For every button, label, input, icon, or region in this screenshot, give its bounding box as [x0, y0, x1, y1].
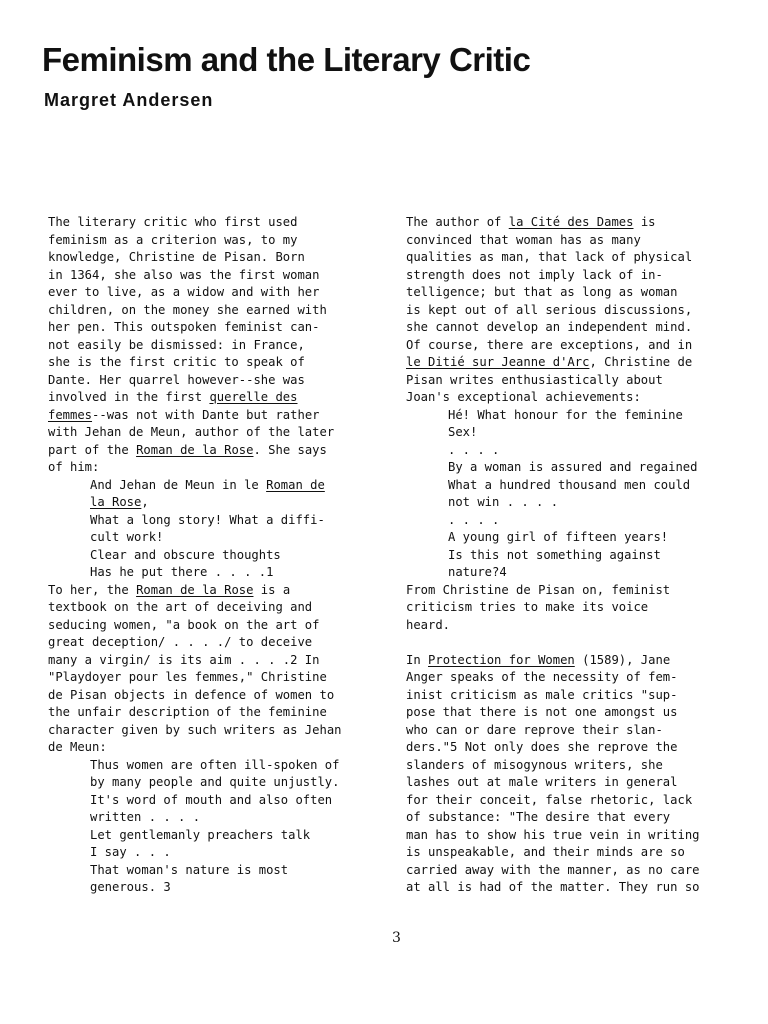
text-line: many a virgin/ is its aim . . . .2 In — [48, 652, 320, 667]
text-line: To her, the Roman de la Rose is a — [48, 582, 291, 597]
text-line: convinced that woman has as many — [406, 232, 641, 247]
text-line: of substance: "The desire that every — [406, 810, 671, 824]
text-line: criticism tries to make its voice — [406, 600, 649, 614]
text-line: at all is had of the matter. They run so — [406, 880, 700, 894]
right-column — [406, 214, 741, 897]
text-line: is kept out of all serious discussions, — [406, 302, 693, 317]
text-line: man has to show his true vein in writing — [406, 827, 700, 842]
text-line: strength does not imply lack of in- — [406, 267, 663, 282]
verse-line: What a hundred thousand men could — [448, 477, 691, 492]
verse-line: cult work! — [90, 530, 164, 544]
text-line: textbook on the art of deceiving and — [48, 600, 313, 614]
text-line: telligence; but that as long as woman — [406, 285, 678, 299]
text-line: with Jehan de Meun, author of the later — [48, 425, 335, 439]
verse-line: It's word of mouth and also often — [90, 792, 333, 807]
work-title: Roman de la Rose — [136, 582, 254, 597]
paragraph-gap — [406, 634, 741, 652]
text-line: she cannot develop an independent mind. — [406, 320, 693, 334]
work-title: la Cité des Dames — [508, 215, 634, 229]
text-line: inist criticism as male critics "sup- — [406, 687, 678, 702]
verse-line: Has he put there . . . .1 — [90, 565, 274, 579]
text-line: ever to live, as a widow and with her — [48, 285, 320, 299]
text-line: involved in the first querelle des — [48, 390, 298, 404]
verse-line: That woman's nature is most — [90, 862, 289, 877]
text-line: who can or dare reprove their slan- — [406, 722, 663, 737]
verse-line: And Jehan de Meun in le Roman de — [90, 477, 325, 492]
verse-line: la Rose, — [90, 495, 149, 509]
verse-line: Hé! What honour for the feminine — [448, 407, 683, 422]
verse-line: . . . . — [448, 442, 500, 457]
text-line: de Pisan objects in defence of women to — [48, 687, 335, 702]
text-line: pose that there is not one amongst us — [406, 705, 678, 719]
verse-line: Let gentlemanly preachers talk — [90, 827, 311, 842]
left-column — [48, 214, 378, 897]
work-title: le Ditié sur Jeanne d'Arc — [406, 355, 590, 369]
work-title: Roman de la Rose — [136, 442, 254, 457]
verse-line: not win . . . . — [448, 495, 559, 509]
text-line: great deception/ . . . ./ to deceive — [48, 635, 313, 649]
work-title: Protection for Women — [428, 652, 575, 667]
verse-line: A young girl of fifteen years! — [448, 530, 669, 544]
text-line: Dante. Her quarrel however--she was — [48, 372, 305, 387]
text-line: is unspeakable, and their minds are so — [406, 845, 685, 859]
text-line: of him: — [48, 460, 100, 474]
article-title: Feminism and the Literary Critic — [42, 41, 531, 78]
verse-line: Sex! — [448, 425, 478, 439]
text-line: In Protection for Women (1589), Jane — [406, 652, 671, 667]
verse-line: Clear and obscure thoughts — [90, 547, 281, 562]
text-line: lashes out at male writers in general — [406, 775, 678, 789]
text-line: ders."5 Not only does she reprove the — [406, 740, 678, 754]
text-line: From Christine de Pisan on, feminist — [406, 582, 671, 597]
text-line: qualities as man, that lack of physical — [406, 250, 693, 264]
text-line: seducing women, "a book on the art of — [48, 617, 320, 632]
text-line: The author of la Cité des Dames is — [406, 215, 656, 229]
text-line: Of course, there are exceptions, and in — [406, 337, 693, 352]
text-line: feminism as a criterion was, to my — [48, 232, 298, 247]
verse-line: generous. 3 — [90, 880, 171, 894]
text-line: heard. — [406, 617, 451, 632]
work-title: querelle des — [209, 390, 298, 404]
text-line: The literary critic who first used — [48, 215, 298, 229]
text-line: carried away with the manner, as no care — [406, 862, 700, 877]
text-line: "Playdoyer pour les femmes," Christine — [48, 670, 327, 684]
text-line: part of the Roman de la Rose. She says — [48, 442, 327, 457]
text-line: Anger speaks of the necessity of fem- — [406, 670, 678, 684]
text-line: knowledge, Christine de Pisan. Born — [48, 250, 305, 264]
text-line: the unfair description of the feminine — [48, 705, 327, 719]
text-line: Joan's exceptional achievements: — [406, 390, 641, 404]
verse-line: by many people and quite unjustly. — [90, 775, 340, 789]
verse-line: By a woman is assured and regained — [448, 460, 698, 474]
verse-line: Is this not something against — [448, 547, 661, 562]
text-line: character given by such writers as Jehan — [48, 722, 342, 737]
work-title: la Rose — [90, 495, 142, 509]
text-line: femmes--was not with Dante but rather — [48, 407, 320, 422]
work-title: femmes — [48, 407, 93, 422]
text-line: her pen. This outspoken feminist can- — [48, 320, 320, 334]
work-title: Roman de — [266, 477, 325, 492]
verse-line: What a long story! What a diffi- — [90, 512, 325, 527]
text-line: Pisan writes enthusiastically about — [406, 372, 663, 387]
verse-line: . . . . — [448, 512, 500, 527]
text-line: for their conceit, false rhetoric, lack — [406, 792, 693, 807]
text-line: de Meun: — [48, 740, 107, 754]
article-author: Margret Andersen — [44, 90, 214, 110]
verse-line: Thus women are often ill-spoken of — [90, 757, 340, 772]
text-line: le Ditié sur Jeanne d'Arc, Christine de — [406, 355, 693, 369]
verse-line: I say . . . — [90, 845, 171, 859]
text-line: in 1364, she also was the first woman — [48, 267, 320, 282]
text-line: children, on the money she earned with — [48, 302, 327, 317]
text-line: slanders of misogynous writers, she — [406, 757, 663, 772]
page-number: 3 — [392, 930, 401, 946]
text-line: she is the first critic to speak of — [48, 355, 305, 369]
verse-line: nature?4 — [448, 565, 507, 579]
text-line: not easily be dismissed: in France, — [48, 337, 305, 352]
verse-line: written . . . . — [90, 810, 201, 824]
